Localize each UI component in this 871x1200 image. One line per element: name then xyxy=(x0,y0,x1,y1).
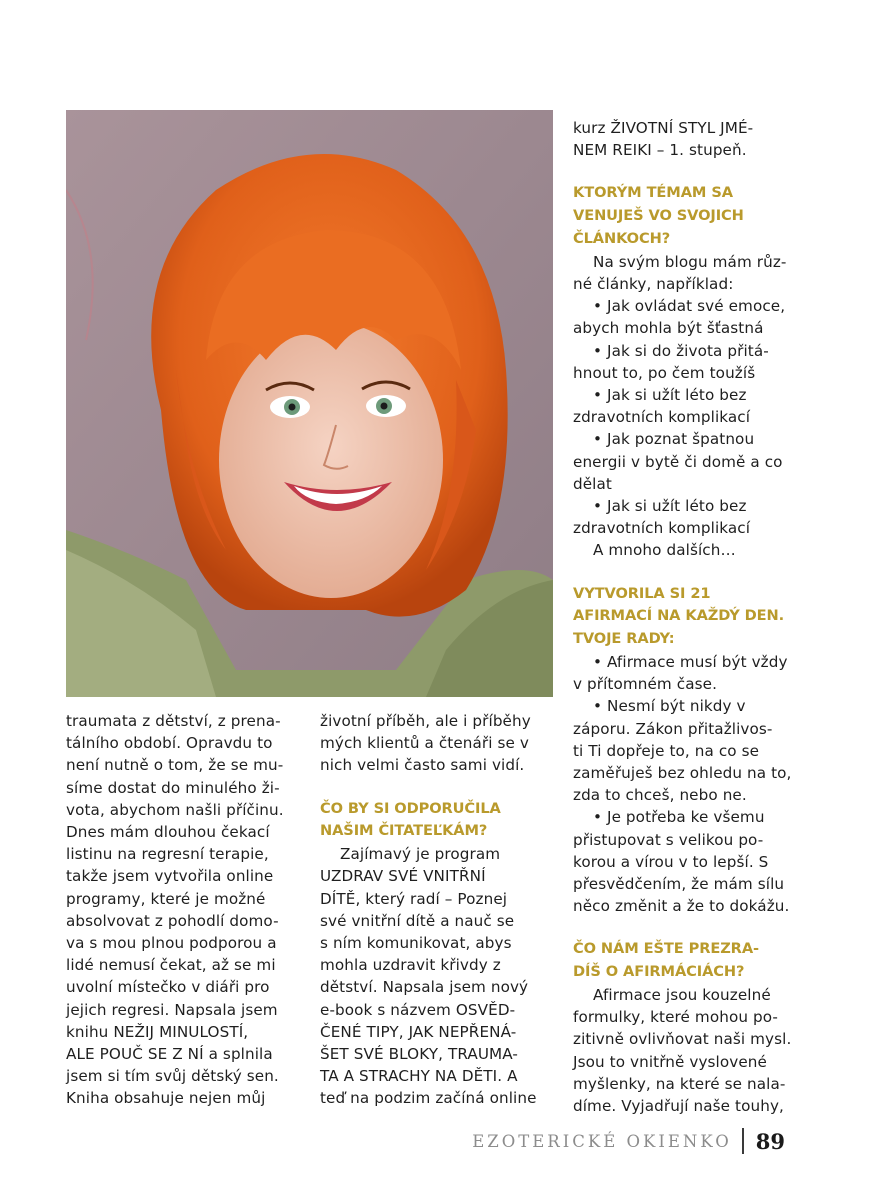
body-line: životní příběh, ale i příběhy xyxy=(320,712,531,730)
body-line: lidé nemusí čekat, až se mi xyxy=(66,956,276,975)
portrait-photo xyxy=(66,110,553,697)
list-item: • Jak si do života přitá- xyxy=(593,341,769,360)
question-heading: VENUJEŠ VO SVOJICH xyxy=(573,207,744,225)
body-line: Dnes mám dlouhou čekací xyxy=(66,823,270,842)
body-line: korou a vírou v to lepší. S xyxy=(573,852,769,871)
body-line: mých klientů a čtenáři se v xyxy=(320,734,529,753)
body-line: programy, které je možné xyxy=(66,889,266,908)
body-line: zdravotních komplikací xyxy=(573,408,751,427)
body-line: né články, například: xyxy=(573,275,734,293)
body-line: formulky, které mohou po- xyxy=(573,1008,778,1027)
body-line: záporu. Zákon přitažlivos- xyxy=(573,719,773,738)
footer-divider xyxy=(742,1128,744,1154)
body-line: ALE POUČ SE Z NÍ a splnila xyxy=(66,1045,273,1064)
body-line: hnout to, po čem toužíš xyxy=(573,363,756,382)
list-item: • Jak si užít léto bez xyxy=(593,497,747,516)
magazine-name: EZOTERICKÉ OKIENKO xyxy=(472,1131,732,1151)
question-heading: NAŠIM ČITATEĽKÁM? xyxy=(320,822,488,840)
question-heading: ČLÁNKOCH? xyxy=(573,230,671,247)
list-item: • Jak ovládat své emoce, xyxy=(593,297,786,316)
body-line: myšlenky, na které se nala- xyxy=(573,1074,786,1093)
question-heading: ČO BY SI ODPORUČILA xyxy=(320,799,501,817)
column-2 xyxy=(320,710,560,1110)
question-heading: DÍŠ O AFIRMÁCIÁCH? xyxy=(573,963,745,981)
body-line: Kniha obsahuje nejen můj xyxy=(66,1089,266,1108)
column-3 xyxy=(573,117,813,1117)
body-line: energii v bytě či domě a co xyxy=(573,452,783,471)
body-line: mohla uzdravit křivdy z xyxy=(320,956,501,975)
body-line: teď na podzim začíná online xyxy=(320,1089,537,1108)
body-line: NEM REIKI – 1. stupeň. xyxy=(573,141,747,160)
question-heading: KTORÝM TÉMAM SA xyxy=(573,184,733,202)
body-line: tálního období. Opravdu to xyxy=(66,734,273,753)
body-line: přesvědčením, že mám sílu xyxy=(573,875,785,894)
body-line: s ním komunikovat, abys xyxy=(320,934,512,953)
body-line: zda to chceš, nebo ne. xyxy=(573,786,747,805)
body-line: díme. Vyjadřují naše touhy, xyxy=(573,1097,784,1116)
body-line: nich velmi často sami vidí. xyxy=(320,756,525,775)
body-line: abych mohla být šťastná xyxy=(573,319,764,338)
body-line: absolvovat z pohodlí domo- xyxy=(66,911,279,930)
body-line: DÍTĚ, který radí – Poznej xyxy=(320,889,508,908)
body-line: jsem si tím svůj dětský sen. xyxy=(66,1067,279,1086)
page-number: 89 xyxy=(755,1128,785,1154)
body-line: ti Ti dopřeje to, na co se xyxy=(573,741,760,760)
column-1 xyxy=(66,710,296,1110)
body-line: listinu na regresní terapie, xyxy=(66,845,269,864)
body-line: kurz ŽIVOTNÍ STYL JMÉ- xyxy=(573,119,754,137)
body-line: své vnitřní dítě a nauč se xyxy=(320,911,515,930)
body-line: Zajímavý je program xyxy=(340,845,501,864)
body-line: zaměřuješ bez ohledu na to, xyxy=(573,764,792,783)
question-heading: ČO NÁM EŠTE PREZRA- xyxy=(573,940,759,958)
body-line: Jsou to vnitřně vyslovené xyxy=(573,1052,767,1071)
body-line: dětství. Napsala jsem nový xyxy=(320,978,529,997)
body-line: va s mou plnou podporou a xyxy=(66,934,277,953)
body-line: v přítomném čase. xyxy=(573,675,717,694)
body-line: jejich regresi. Napsala jsem xyxy=(66,1000,278,1019)
question-heading: AFIRMACÍ NA KAŽDÝ DEN. xyxy=(573,607,785,625)
body-line: síme dostat do minulého ži- xyxy=(66,778,280,797)
body-line: zdravotních komplikací xyxy=(573,519,751,538)
body-line: e-book s názvem OSVĚD- xyxy=(320,1000,516,1019)
question-heading: TVOJE RADY: xyxy=(573,630,675,648)
body-line: ŠET SVÉ BLOKY, TRAUMA- xyxy=(320,1045,518,1064)
body-line: takže jsem vytvořila online xyxy=(66,867,274,886)
body-line: přistupovat s velikou po- xyxy=(573,830,764,849)
body-line: A mnoho dalších… xyxy=(593,541,736,560)
body-line: není nutně o tom, že se mu- xyxy=(66,756,284,775)
list-item: • Jak poznat špatnou xyxy=(593,430,755,449)
list-item: • Afirmace musí být vždy xyxy=(593,653,788,672)
body-line: Na svým blogu mám růz- xyxy=(593,252,787,271)
question-heading: VYTVORILA SI 21 xyxy=(573,584,711,602)
body-line: dělat xyxy=(573,474,612,493)
list-item: • Je potřeba ke všemu xyxy=(593,808,765,827)
page-footer xyxy=(472,1128,785,1154)
body-line: traumata z dětství, z prena- xyxy=(66,712,281,730)
body-line: knihu NEŽIJ MINULOSTÍ, xyxy=(66,1022,249,1041)
body-line: něco změnit a že to dokážu. xyxy=(573,897,790,916)
body-line: zitivně ovlivňovat naši mysl. xyxy=(573,1030,792,1049)
body-line: UZDRAV SVÉ VNITŘNÍ xyxy=(320,867,486,886)
list-item: • Jak si užít léto bez xyxy=(593,386,747,405)
body-line: uvolní místečko v diáři pro xyxy=(66,978,270,997)
body-line: Afirmace jsou kouzelné xyxy=(593,986,771,1005)
body-line: ČENÉ TIPY, JAK NEPŘENÁ- xyxy=(320,1022,517,1041)
body-line: TA A STRACHY NA DĚTI. A xyxy=(320,1067,518,1086)
body-line: vota, abychom našli příčinu. xyxy=(66,800,284,819)
list-item: • Nesmí být nikdy v xyxy=(593,697,746,716)
